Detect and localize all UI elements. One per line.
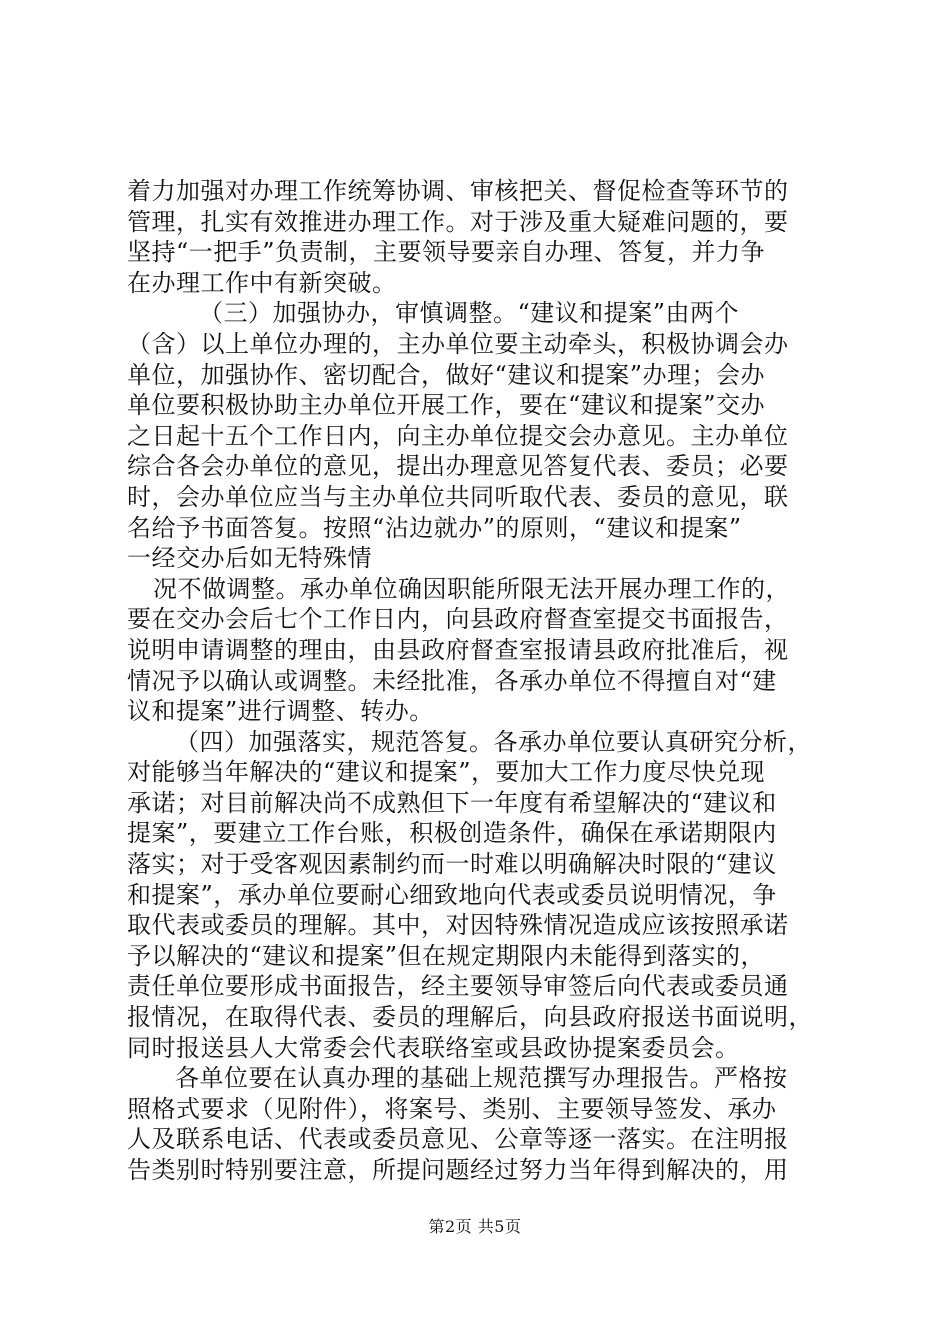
text-line: 承诺；对目前解决尚不成熟但下一年度有希望解决的“建议和 (127, 788, 777, 817)
text-line: 落实；对于受客观因素制约而一时难以明确解决时限的“建议 (127, 850, 777, 879)
text-line: 和提案”，承办单位要耐心细致地向代表或委员说明情况，争 (127, 880, 777, 909)
text-line: 取代表或委员的理解。其中，对因特殊情况造成应该按照承诺 (127, 911, 789, 940)
section-heading-line: （四）加强落实，规范答复。各承办单位要认真研究分析， (175, 727, 812, 756)
text-line: 况不做调整。承办单位确因职能所限无法开展办理工作的， (153, 574, 790, 603)
text-line: 报情况，在取得代表、委员的理解后，向县政府报送书面说明， (127, 1003, 813, 1032)
text-line: 之日起十五个工作日内，向主办单位提交会办意见。主办单位 (127, 421, 789, 450)
paragraph-start-line: 各单位要在认真办理的基础上规范撰写办理报告。严格按 (175, 1064, 788, 1093)
text-line: 着力加强对办理工作统筹协调、审核把关、督促检查等环节的 (127, 177, 789, 205)
text-line: 照格式要求（见附件），将案号、类别、主要领导签发、承办 (127, 1094, 777, 1123)
text-line: 在办理工作中有新突破。 (127, 268, 397, 297)
text-line: 同时报送县人大常委会代表联络室或县政协提案委员会。 (127, 1033, 740, 1062)
text-line: 予以解决的“建议和提案”但在规定期限内未能得到落实的， (127, 941, 766, 970)
text-line: 对能够当年解决的“建议和提案”，要加大工作力度尽快兑现 (127, 758, 766, 787)
text-line: 一经交办后如无特殊情 (127, 544, 372, 573)
text-line: 要在交办会后七个工作日内，向县政府督查室提交书面报告， (127, 605, 789, 634)
text-line: 单位，加强协作、密切配合，做好“建议和提案”办理；会办 (127, 360, 766, 389)
text-line: 情况予以确认或调整。未经批准，各承办单位不得擅自对“建 (127, 666, 777, 695)
text-line: 管理，扎实有效推进办理工作。对于涉及重大疑难问题的，要 (127, 207, 789, 236)
text-line: 说明申请调整的理由，由县政府督查室报请县政府批准后，视 (127, 635, 789, 664)
text-line: 单位要积极协助主办单位开展工作，要在“建议和提案”交办 (127, 391, 766, 420)
page-number-footer: 第2页 共5页 (428, 1217, 522, 1236)
body-text (127, 176, 847, 1186)
text-line: 告类别时特别要注意，所提问题经过努力当年得到解决的，用 (127, 1156, 789, 1184)
text-line: 责任单位要形成书面报告，经主要领导审签后向代表或委员通 (127, 972, 789, 1001)
text-line: （含）以上单位办理的，主办单位要主动牵头，积极协调会办 (127, 329, 789, 358)
section-heading-line: （三）加强协办，审慎调整。“建议和提案”由两个 (199, 299, 740, 328)
text-line: 坚持“一把手”负责制，主要领导要亲自办理、答复，并力争 (127, 238, 766, 267)
text-line: 提案”，要建立工作台账，积极创造条件，确保在承诺期限内 (127, 819, 777, 848)
text-line: 人及联系电话、代表或委员意见、公章等逐一落实。在注明报 (127, 1125, 789, 1154)
text-line: 议和提案”进行调整、转办。 (127, 697, 434, 726)
text-line: 名给予书面答复。按照“沾边就办”的原则，“建议和提案” (127, 513, 742, 542)
text-line: 综合各会办单位的意见，提出办理意见答复代表、委员；必要 (127, 452, 789, 481)
text-line: 时，会办单位应当与主办单位共同听取代表、委员的意见，联 (127, 482, 789, 511)
